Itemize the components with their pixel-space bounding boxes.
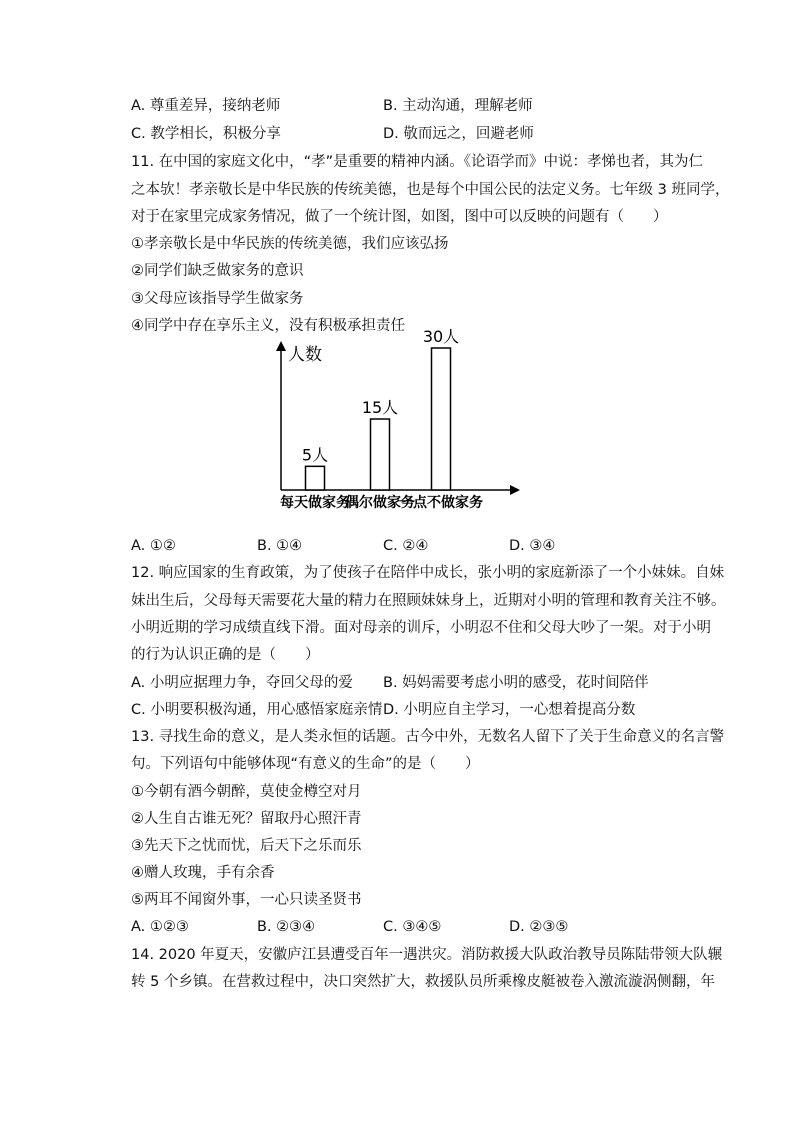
y-axis-label: 人数 <box>288 345 322 365</box>
q13-option-c: C. ③④⑤ <box>383 919 442 935</box>
q11-option-a: A. ①② <box>131 538 176 554</box>
q11-item: ④同学中存在享乐主义，没有积极承担责任 <box>131 318 405 334</box>
q12-stem-line: 妹出生后，父母每天需要花大量的精力在照顾妹妹身上，近期对小明的管理和教育关注不够。 <box>131 593 726 609</box>
q12-option-c: C. 小明要积极沟通，用心感悟家庭亲情 <box>131 702 383 718</box>
q13-item: ④赠人玫瑰，手有余香 <box>131 865 275 881</box>
q11-option-b: B. ①④ <box>257 538 303 554</box>
q12-stem-line: 12. 响应国家的生育政策，为了使孩子在陪伴中成长，张小明的家庭新添了一个小妹妹。自妹 <box>131 565 725 581</box>
bar <box>306 466 325 490</box>
bar-data-label: 15人 <box>361 398 399 417</box>
q12-option-a: A. 小明应据理力争，夺回父母的爱 <box>131 675 353 691</box>
q11-item: ①孝亲敬长是中华民族的传统美德，我们应该弘扬 <box>131 236 449 252</box>
q13-option-d: D. ②③⑤ <box>509 919 569 935</box>
q13-item: ⑤两耳不闻窗外事，一心只读圣贤书 <box>131 892 362 908</box>
x-tick-label: 一点不做家务 <box>399 495 483 511</box>
q12-stem-line: 小明近期的学习成绩直线下滑。面对母亲的训斥，小明忍不住和父母大吵了一架。对于小明 <box>131 620 711 636</box>
q11-stem-line: 对于在家里完成家务情况，做了一个统计图，如图，图中可以反映的问题有（ ） <box>131 209 668 225</box>
q10-option-c: C. 教学相长，积极分享 <box>131 126 281 142</box>
q14-stem-line: 14. 2020 年夏天，安徽庐江县遭受百年一遇洪灾。消防救援大队政治教导员陈陆带领大队辗 <box>131 947 723 963</box>
q12-option-b: B. 妈妈需要考虑小明的感受，花时间陪伴 <box>383 675 649 691</box>
q11-stem-line: 之本欤！孝亲敬长是中华民族的传统美德，也是每个中国公民的法定义务。七年级 3 班同学， <box>131 182 730 198</box>
x-tick-label: 偶尔做家务 <box>345 495 415 511</box>
bar <box>371 419 390 490</box>
q11-item: ③父母应该指导学生做家务 <box>131 291 304 307</box>
bar-data-label: 5人 <box>301 445 329 465</box>
q13-item: ②人生自古谁无死？留取丹心照汗青 <box>131 811 362 827</box>
x-tick-label: 每天做家务 <box>280 495 350 511</box>
q13-stem-line: 13. 寻找生命的意义，是人类永恒的话题。古今中外，无数名人留下了关于生命意义的名言警 <box>131 729 725 745</box>
household-chores-bar-chart <box>258 327 538 518</box>
q13-item: ①今朝有酒今朝醉，莫使金樽空对月 <box>131 784 362 800</box>
bar-data-label: 30人 <box>422 327 460 346</box>
q11-option-c: C. ②④ <box>383 538 429 554</box>
q13-option-a: A. ①②③ <box>131 919 189 935</box>
q11-stem-line: 11. 在中国的家庭文化中，“孝”是重要的精神内涵。《论语学而》中说：孝悌也者，其为仁 <box>131 154 703 170</box>
x-axis-arrow <box>510 485 520 495</box>
q13-option-b: B. ②③④ <box>257 919 316 935</box>
q11-item: ②同学们缺乏做家务的意识 <box>131 263 304 279</box>
bar <box>432 348 451 490</box>
q12-stem-line: 的行为认识正确的是（ ） <box>131 647 320 663</box>
q11-option-d: D. ③④ <box>509 538 556 554</box>
q10-option-a: A. 尊重差异，接纳老师 <box>131 98 281 114</box>
q10-option-b: B. 主动沟通，理解老师 <box>383 98 533 114</box>
q12-option-d: D. 小明应自主学习，一心想着提高分数 <box>383 702 636 718</box>
q13-item: ③先天下之忧而忧，后天下之乐而乐 <box>131 838 362 854</box>
q14-stem-line: 转 5 个乡镇。在营救过程中，决口突然扩大，救援队员所乘橡皮艇被卷入激流漩涡侧翻，年 <box>131 974 715 990</box>
q13-stem-line: 句。下列语句中能够体现“有意义的生命”的是（ ） <box>131 756 480 772</box>
y-axis-arrow <box>276 341 286 351</box>
q10-option-d: D. 敬而远之，回避老师 <box>383 126 534 142</box>
